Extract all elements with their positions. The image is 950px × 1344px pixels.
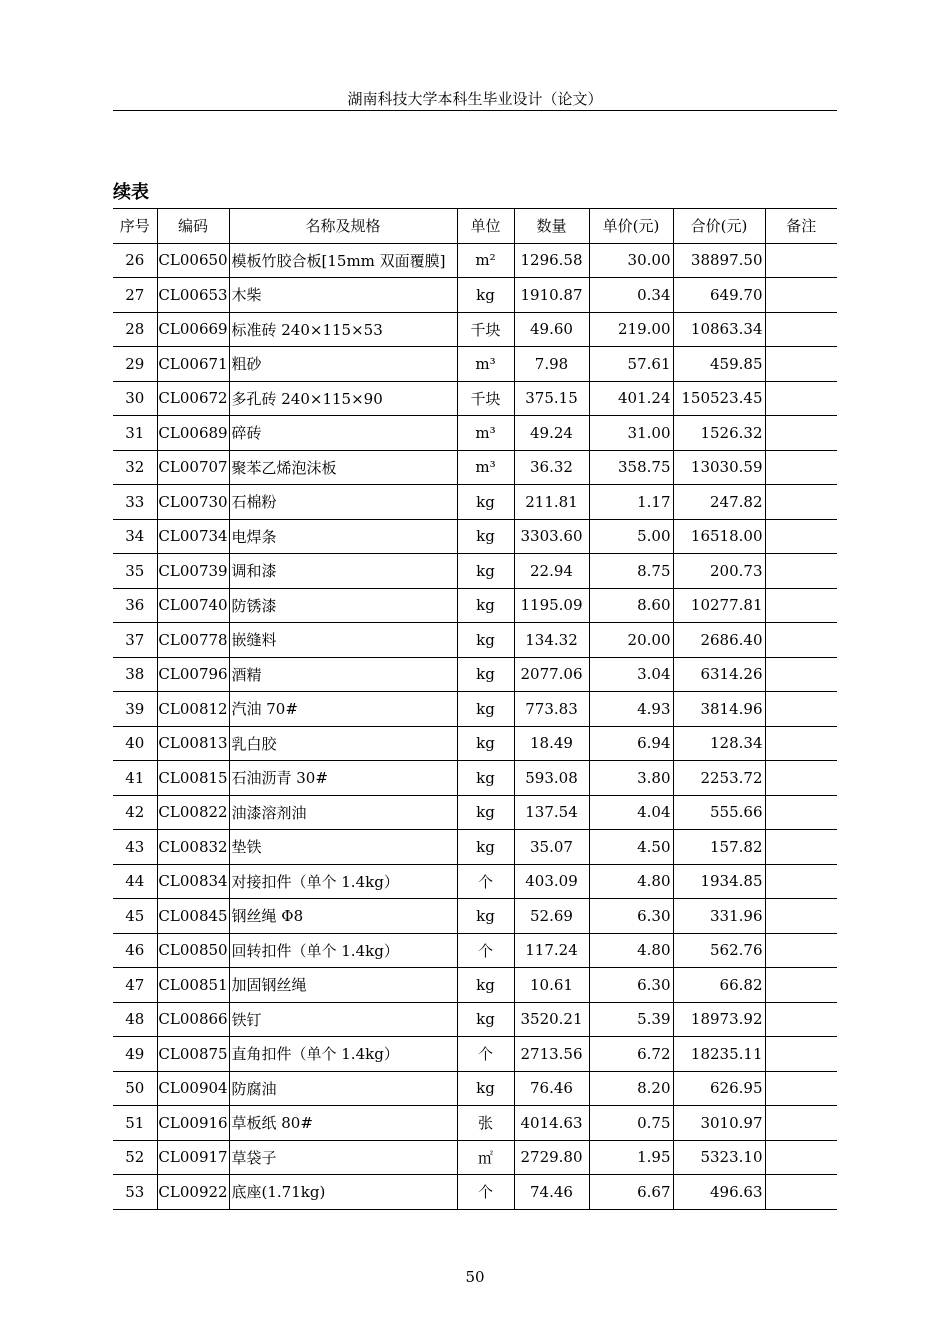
table-row: [113, 830, 837, 865]
cell-seq-no: 33: [113, 485, 157, 520]
cell-note: [765, 243, 837, 278]
cell-seq-no: 43: [113, 830, 157, 865]
cell-seq-no: 31: [113, 416, 157, 451]
cell-seq-no: 35: [113, 554, 157, 589]
cell-note: [765, 1002, 837, 1037]
table-header-row: [113, 209, 837, 244]
cell-unit: 个: [457, 864, 514, 899]
cell-unit-price: 4.80: [589, 933, 673, 968]
cell-code: CL00866: [157, 1002, 229, 1037]
cell-unit: m³: [457, 450, 514, 485]
cell-name-spec: 嵌缝料: [229, 623, 457, 658]
cell-total-price: 562.76: [673, 933, 765, 968]
cell-quantity: 35.07: [514, 830, 589, 865]
table-row: [113, 968, 837, 1003]
cell-note: [765, 830, 837, 865]
table-row: [113, 657, 837, 692]
table-row: [113, 416, 837, 451]
cell-unit-price: 8.60: [589, 588, 673, 623]
table-row: [113, 519, 837, 554]
table-row: [113, 485, 837, 520]
cell-total-price: 649.70: [673, 278, 765, 313]
cell-total-price: 150523.45: [673, 381, 765, 416]
cell-name-spec: 粗砂: [229, 347, 457, 382]
cell-unit: kg: [457, 830, 514, 865]
cell-name-spec: 标准砖 240×115×53: [229, 312, 457, 347]
cell-name-spec: 木柴: [229, 278, 457, 313]
cell-seq-no: 29: [113, 347, 157, 382]
cell-code: CL00822: [157, 795, 229, 830]
cell-quantity: 10.61: [514, 968, 589, 1003]
cell-quantity: 137.54: [514, 795, 589, 830]
cell-quantity: 773.83: [514, 692, 589, 727]
page-number: 50: [465, 1268, 485, 1286]
table-row: [113, 1140, 837, 1175]
cell-name-spec: 草袋子: [229, 1140, 457, 1175]
cell-name-spec: 石油沥青 30#: [229, 761, 457, 796]
column-header: 序号: [113, 209, 157, 244]
cell-code: CL00653: [157, 278, 229, 313]
cell-total-price: 3814.96: [673, 692, 765, 727]
cell-seq-no: 27: [113, 278, 157, 313]
cell-code: CL00671: [157, 347, 229, 382]
materials-table: [113, 208, 837, 1210]
cell-quantity: 117.24: [514, 933, 589, 968]
cell-name-spec: 铁钉: [229, 1002, 457, 1037]
cell-unit-price: 4.93: [589, 692, 673, 727]
cell-unit-price: 4.50: [589, 830, 673, 865]
cell-code: CL00916: [157, 1106, 229, 1141]
cell-name-spec: 对接扣件（单个 1.4kg）: [229, 864, 457, 899]
cell-unit-price: 8.75: [589, 554, 673, 589]
cell-quantity: 7.98: [514, 347, 589, 382]
cell-quantity: 76.46: [514, 1071, 589, 1106]
cell-note: [765, 450, 837, 485]
cell-name-spec: 垫铁: [229, 830, 457, 865]
cell-name-spec: 汽油 70#: [229, 692, 457, 727]
cell-total-price: 2686.40: [673, 623, 765, 658]
cell-code: CL00734: [157, 519, 229, 554]
cell-total-price: 13030.59: [673, 450, 765, 485]
cell-total-price: 331.96: [673, 899, 765, 934]
cell-total-price: 247.82: [673, 485, 765, 520]
column-header: 编码: [157, 209, 229, 244]
cell-unit: kg: [457, 726, 514, 761]
cell-seq-no: 39: [113, 692, 157, 727]
cell-unit: kg: [457, 1002, 514, 1037]
table-row: [113, 1175, 837, 1210]
cell-quantity: 2713.56: [514, 1037, 589, 1072]
cell-total-price: 128.34: [673, 726, 765, 761]
cell-unit: 个: [457, 933, 514, 968]
cell-unit: kg: [457, 485, 514, 520]
cell-name-spec: 底座(1.71kg): [229, 1175, 457, 1210]
cell-seq-no: 46: [113, 933, 157, 968]
cell-seq-no: 45: [113, 899, 157, 934]
cell-seq-no: 53: [113, 1175, 157, 1210]
cell-seq-no: 50: [113, 1071, 157, 1106]
cell-code: CL00917: [157, 1140, 229, 1175]
cell-note: [765, 864, 837, 899]
table-row: [113, 243, 837, 278]
cell-unit-price: 1.17: [589, 485, 673, 520]
cell-code: CL00672: [157, 381, 229, 416]
cell-unit-price: 401.24: [589, 381, 673, 416]
cell-note: [765, 623, 837, 658]
page-header: [113, 88, 837, 111]
cell-name-spec: 多孔砖 240×115×90: [229, 381, 457, 416]
cell-quantity: 49.24: [514, 416, 589, 451]
cell-name-spec: 电焊条: [229, 519, 457, 554]
cell-note: [765, 899, 837, 934]
cell-unit: kg: [457, 623, 514, 658]
cell-total-price: 10277.81: [673, 588, 765, 623]
cell-unit-price: 8.20: [589, 1071, 673, 1106]
cell-seq-no: 38: [113, 657, 157, 692]
cell-quantity: 211.81: [514, 485, 589, 520]
cell-code: CL00689: [157, 416, 229, 451]
cell-name-spec: 回转扣件（单个 1.4kg）: [229, 933, 457, 968]
cell-name-spec: 调和漆: [229, 554, 457, 589]
table-row: [113, 588, 837, 623]
cell-unit-price: 6.30: [589, 968, 673, 1003]
cell-note: [765, 933, 837, 968]
table-row: [113, 761, 837, 796]
cell-code: CL00739: [157, 554, 229, 589]
cell-quantity: 1910.87: [514, 278, 589, 313]
cell-unit: kg: [457, 278, 514, 313]
cell-name-spec: 碎砖: [229, 416, 457, 451]
cell-total-price: 1934.85: [673, 864, 765, 899]
cell-note: [765, 1175, 837, 1210]
cell-code: CL00650: [157, 243, 229, 278]
cell-name-spec: 直角扣件（单个 1.4kg）: [229, 1037, 457, 1072]
cell-seq-no: 49: [113, 1037, 157, 1072]
cell-total-price: 18973.92: [673, 1002, 765, 1037]
table-row: [113, 726, 837, 761]
cell-name-spec: 钢丝绳 Φ8: [229, 899, 457, 934]
cell-total-price: 200.73: [673, 554, 765, 589]
cell-quantity: 403.09: [514, 864, 589, 899]
cell-unit: 个: [457, 1037, 514, 1072]
cell-quantity: 22.94: [514, 554, 589, 589]
column-header: 单位: [457, 209, 514, 244]
cell-note: [765, 968, 837, 1003]
cell-quantity: 3303.60: [514, 519, 589, 554]
cell-name-spec: 防腐油: [229, 1071, 457, 1106]
cell-total-price: 1526.32: [673, 416, 765, 451]
cell-total-price: 3010.97: [673, 1106, 765, 1141]
cell-note: [765, 726, 837, 761]
cell-note: [765, 588, 837, 623]
cell-seq-no: 48: [113, 1002, 157, 1037]
cell-unit-price: 6.30: [589, 899, 673, 934]
cell-unit-price: 30.00: [589, 243, 673, 278]
cell-unit: kg: [457, 899, 514, 934]
cell-unit-price: 6.72: [589, 1037, 673, 1072]
cell-code: CL00707: [157, 450, 229, 485]
cell-unit: kg: [457, 657, 514, 692]
cell-unit-price: 20.00: [589, 623, 673, 658]
cell-total-price: 626.95: [673, 1071, 765, 1106]
cell-quantity: 52.69: [514, 899, 589, 934]
cell-unit-price: 219.00: [589, 312, 673, 347]
cell-code: CL00815: [157, 761, 229, 796]
cell-unit-price: 1.95: [589, 1140, 673, 1175]
column-header: 数量: [514, 209, 589, 244]
cell-quantity: 4014.63: [514, 1106, 589, 1141]
cell-total-price: 459.85: [673, 347, 765, 382]
cell-unit: 个: [457, 1175, 514, 1210]
cell-note: [765, 657, 837, 692]
cell-code: CL00922: [157, 1175, 229, 1210]
cell-quantity: 2729.80: [514, 1140, 589, 1175]
cell-seq-no: 37: [113, 623, 157, 658]
cell-code: CL00813: [157, 726, 229, 761]
table-row: [113, 795, 837, 830]
cell-seq-no: 34: [113, 519, 157, 554]
cell-total-price: 6314.26: [673, 657, 765, 692]
cell-quantity: 134.32: [514, 623, 589, 658]
cell-note: [765, 347, 837, 382]
materials-table-container: [113, 208, 837, 1210]
table-row: [113, 1002, 837, 1037]
table-row: [113, 864, 837, 899]
cell-unit-price: 4.80: [589, 864, 673, 899]
cell-quantity: 49.60: [514, 312, 589, 347]
cell-quantity: 2077.06: [514, 657, 589, 692]
table-row: [113, 692, 837, 727]
cell-unit-price: 5.39: [589, 1002, 673, 1037]
cell-quantity: 36.32: [514, 450, 589, 485]
cell-seq-no: 40: [113, 726, 157, 761]
cell-note: [765, 381, 837, 416]
cell-name-spec: 石棉粉: [229, 485, 457, 520]
column-header: 名称及规格: [229, 209, 457, 244]
cell-unit-price: 358.75: [589, 450, 673, 485]
table-row: [113, 278, 837, 313]
cell-name-spec: 聚苯乙烯泡沫板: [229, 450, 457, 485]
cell-seq-no: 32: [113, 450, 157, 485]
cell-code: CL00740: [157, 588, 229, 623]
cell-seq-no: 36: [113, 588, 157, 623]
cell-unit-price: 4.04: [589, 795, 673, 830]
cell-unit-price: 0.75: [589, 1106, 673, 1141]
cell-total-price: 66.82: [673, 968, 765, 1003]
table-row: [113, 899, 837, 934]
cell-seq-no: 26: [113, 243, 157, 278]
cell-total-price: 157.82: [673, 830, 765, 865]
cell-quantity: 3520.21: [514, 1002, 589, 1037]
cell-note: [765, 485, 837, 520]
cell-unit: kg: [457, 1071, 514, 1106]
table-row: [113, 1106, 837, 1141]
cell-note: [765, 519, 837, 554]
cell-note: [765, 1140, 837, 1175]
cell-note: [765, 1037, 837, 1072]
cell-seq-no: 41: [113, 761, 157, 796]
cell-quantity: 74.46: [514, 1175, 589, 1210]
cell-note: [765, 1106, 837, 1141]
cell-seq-no: 47: [113, 968, 157, 1003]
table-row: [113, 312, 837, 347]
cell-unit: kg: [457, 692, 514, 727]
cell-unit: m³: [457, 416, 514, 451]
cell-code: CL00904: [157, 1071, 229, 1106]
cell-unit-price: 31.00: [589, 416, 673, 451]
cell-code: CL00851: [157, 968, 229, 1003]
cell-seq-no: 28: [113, 312, 157, 347]
cell-note: [765, 554, 837, 589]
cell-note: [765, 692, 837, 727]
section-title: 续表: [113, 182, 149, 203]
cell-name-spec: 防锈漆: [229, 588, 457, 623]
cell-unit: m³: [457, 347, 514, 382]
cell-code: CL00730: [157, 485, 229, 520]
cell-seq-no: 42: [113, 795, 157, 830]
cell-note: [765, 795, 837, 830]
cell-code: CL00796: [157, 657, 229, 692]
table-row: [113, 450, 837, 485]
cell-total-price: 5323.10: [673, 1140, 765, 1175]
cell-quantity: 375.15: [514, 381, 589, 416]
cell-unit-price: 0.34: [589, 278, 673, 313]
cell-code: CL00669: [157, 312, 229, 347]
cell-name-spec: 乳白胶: [229, 726, 457, 761]
cell-code: CL00778: [157, 623, 229, 658]
table-row: [113, 381, 837, 416]
cell-unit: kg: [457, 519, 514, 554]
cell-unit: 千块: [457, 312, 514, 347]
cell-total-price: 555.66: [673, 795, 765, 830]
cell-seq-no: 30: [113, 381, 157, 416]
cell-name-spec: 草板纸 80#: [229, 1106, 457, 1141]
cell-unit-price: 3.80: [589, 761, 673, 796]
cell-quantity: 593.08: [514, 761, 589, 796]
cell-total-price: 496.63: [673, 1175, 765, 1210]
cell-unit: kg: [457, 795, 514, 830]
cell-code: CL00850: [157, 933, 229, 968]
table-row: [113, 554, 837, 589]
cell-unit: kg: [457, 968, 514, 1003]
cell-note: [765, 1071, 837, 1106]
cell-seq-no: 52: [113, 1140, 157, 1175]
cell-note: [765, 761, 837, 796]
cell-code: CL00875: [157, 1037, 229, 1072]
cell-quantity: 18.49: [514, 726, 589, 761]
cell-code: CL00845: [157, 899, 229, 934]
cell-unit: m²: [457, 243, 514, 278]
table-row: [113, 933, 837, 968]
column-header: 备注: [765, 209, 837, 244]
cell-total-price: 2253.72: [673, 761, 765, 796]
cell-code: CL00832: [157, 830, 229, 865]
cell-unit: kg: [457, 588, 514, 623]
cell-total-price: 10863.34: [673, 312, 765, 347]
table-body: [113, 243, 837, 1209]
cell-total-price: 18235.11: [673, 1037, 765, 1072]
cell-unit-price: 6.94: [589, 726, 673, 761]
cell-unit-price: 5.00: [589, 519, 673, 554]
header-title: 湖南科技大学本科生毕业设计（论文）: [347, 90, 603, 108]
cell-name-spec: 酒精: [229, 657, 457, 692]
cell-unit: 张: [457, 1106, 514, 1141]
column-header: 单价(元): [589, 209, 673, 244]
cell-note: [765, 312, 837, 347]
cell-unit-price: 6.67: [589, 1175, 673, 1210]
table-row: [113, 1071, 837, 1106]
cell-name-spec: 模板竹胶合板[15mm 双面覆膜]: [229, 243, 457, 278]
cell-code: CL00812: [157, 692, 229, 727]
cell-quantity: 1296.58: [514, 243, 589, 278]
cell-code: CL00834: [157, 864, 229, 899]
cell-unit: ㎡: [457, 1140, 514, 1175]
table-row: [113, 623, 837, 658]
table-row: [113, 1037, 837, 1072]
cell-total-price: 16518.00: [673, 519, 765, 554]
cell-quantity: 1195.09: [514, 588, 589, 623]
cell-unit-price: 57.61: [589, 347, 673, 382]
cell-name-spec: 油漆溶剂油: [229, 795, 457, 830]
cell-note: [765, 416, 837, 451]
cell-name-spec: 加固钢丝绳: [229, 968, 457, 1003]
cell-unit: kg: [457, 554, 514, 589]
cell-note: [765, 278, 837, 313]
cell-seq-no: 51: [113, 1106, 157, 1141]
cell-total-price: 38897.50: [673, 243, 765, 278]
cell-unit-price: 3.04: [589, 657, 673, 692]
cell-seq-no: 44: [113, 864, 157, 899]
table-row: [113, 347, 837, 382]
cell-unit: kg: [457, 761, 514, 796]
cell-unit: 千块: [457, 381, 514, 416]
column-header: 合价(元): [673, 209, 765, 244]
